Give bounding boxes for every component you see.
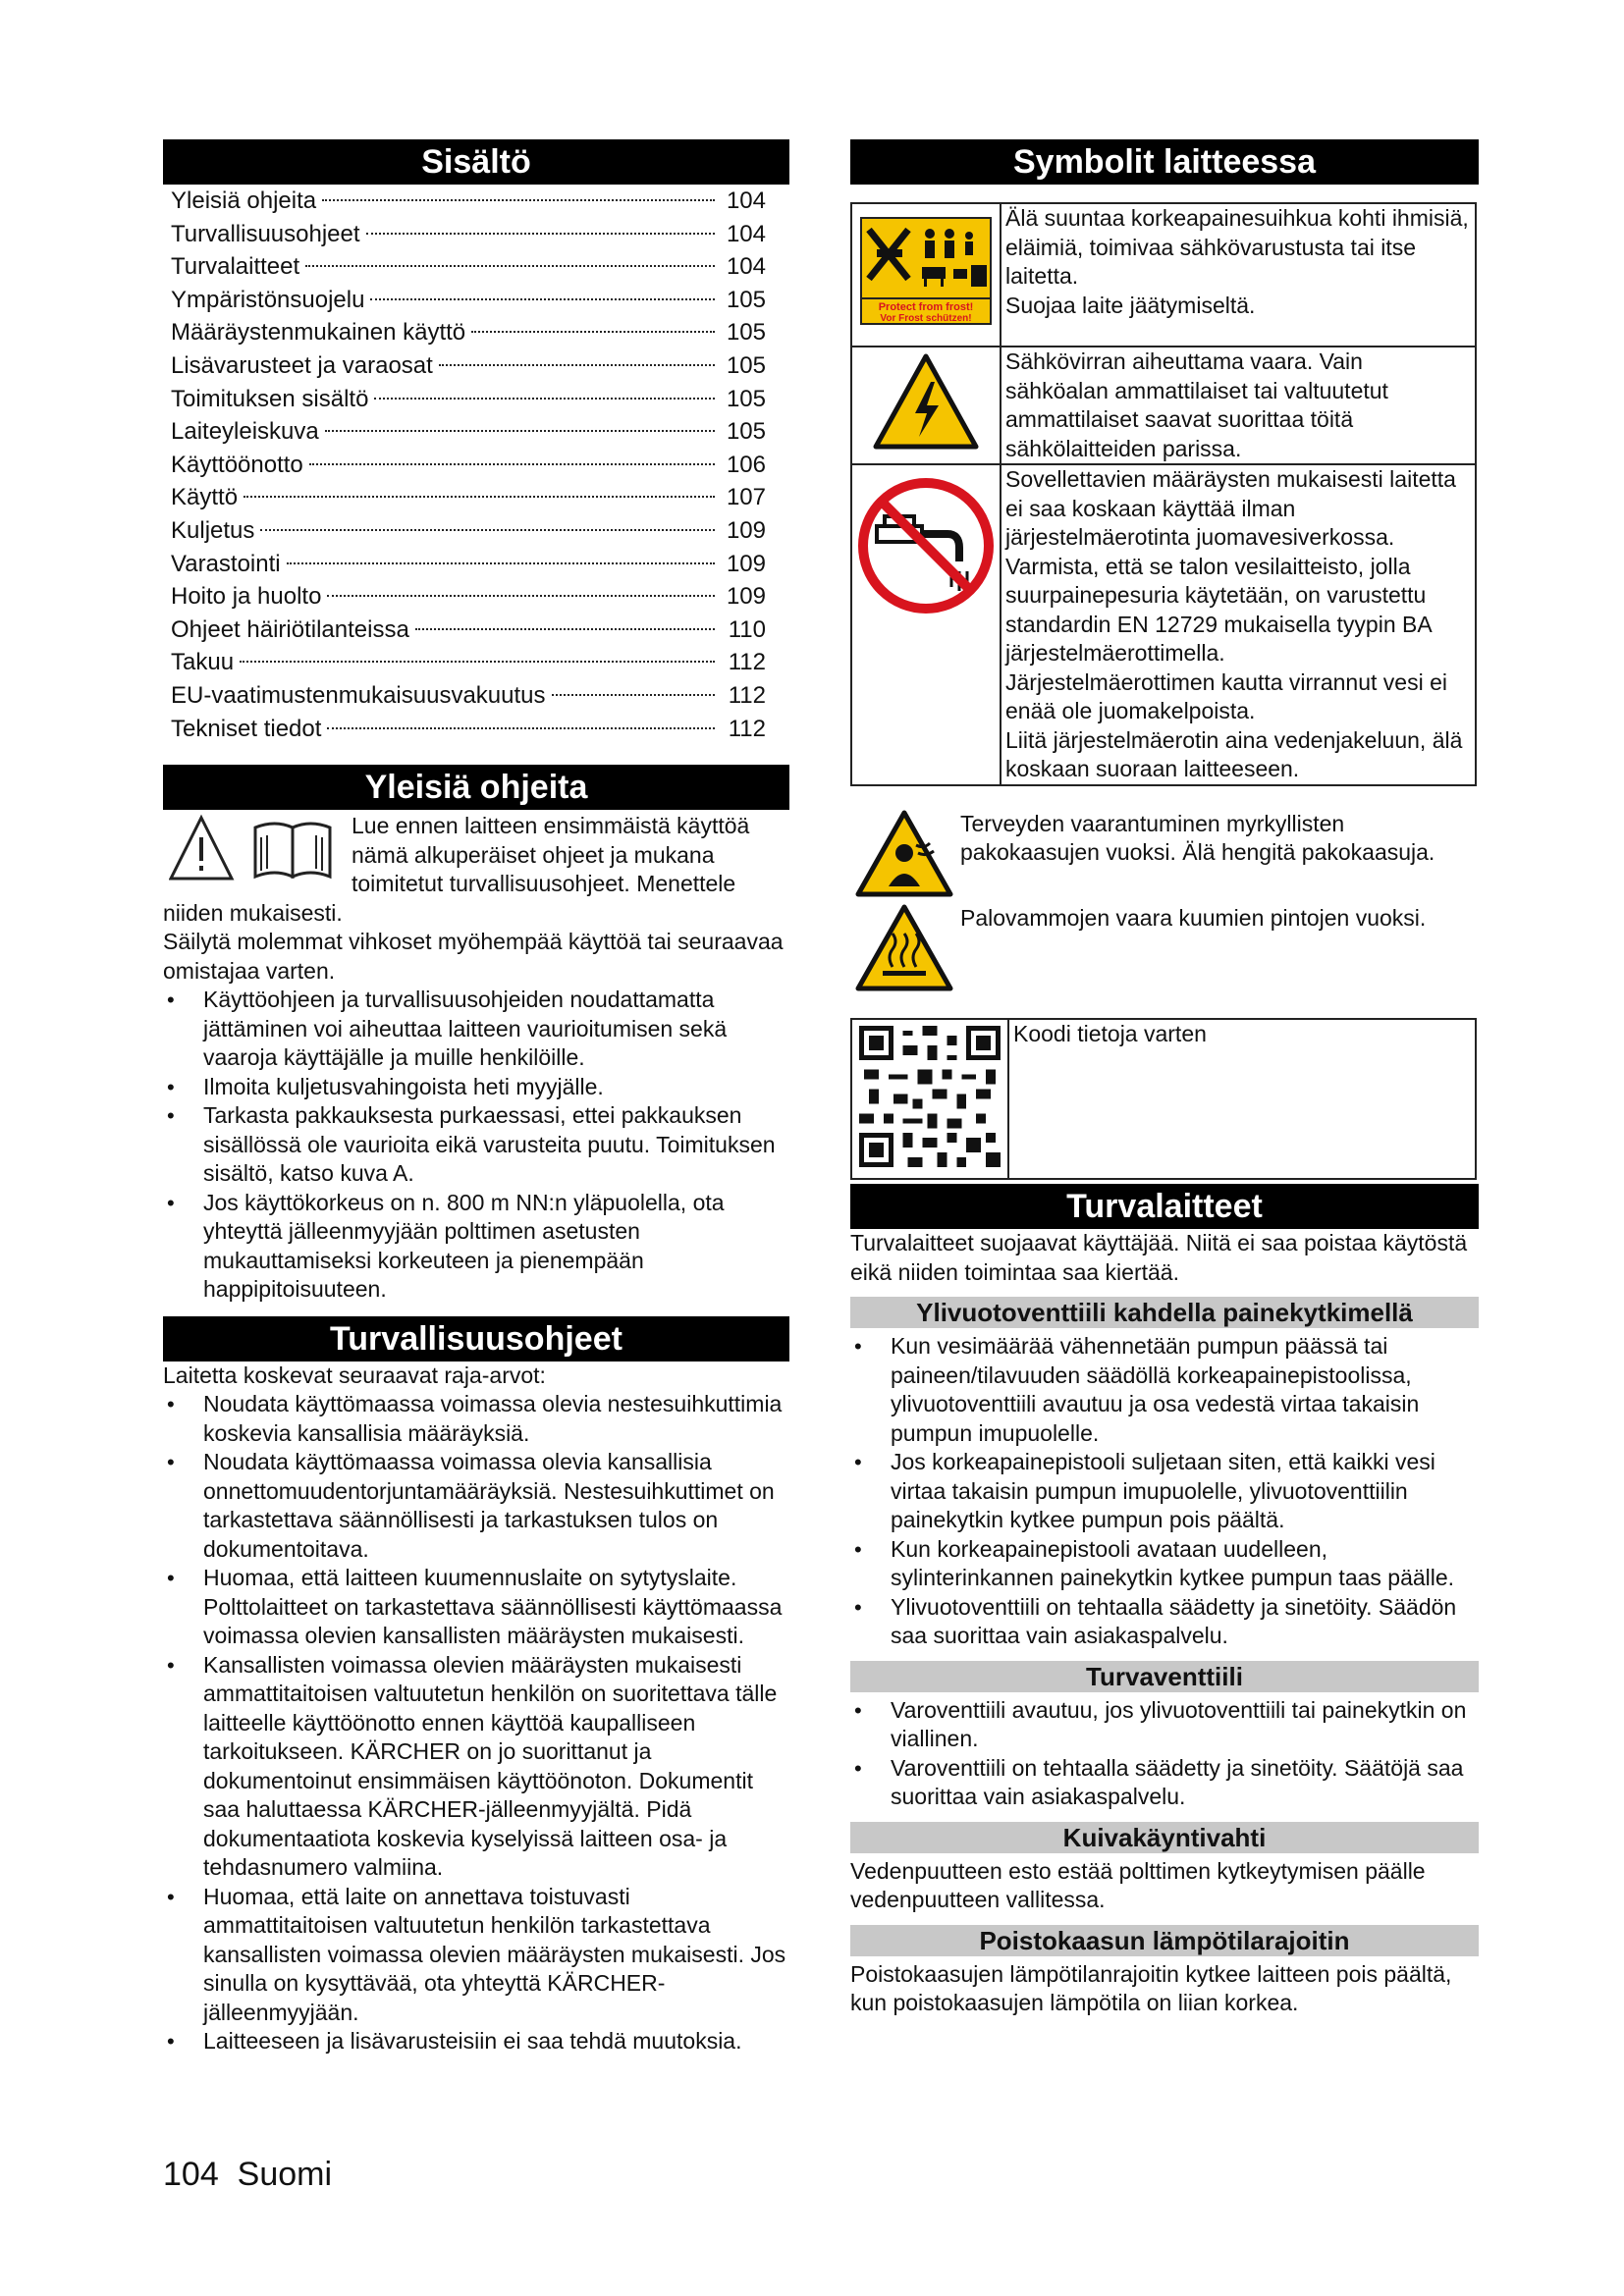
toc-entry[interactable] xyxy=(163,349,789,383)
exhaust-limiter-text: Poistokaasujen lämpötilanrajoitin kytkee laitteen pois päältä, kun poistokaasujen lämpötila on liian korkea. xyxy=(850,1960,1452,2015)
safety-valve-bullet-list xyxy=(850,1696,1479,1812)
toc-entry[interactable] xyxy=(163,514,789,548)
toc-page: 109 xyxy=(726,516,766,544)
toc-page: 106 xyxy=(726,451,766,478)
toc-label: Varastointi xyxy=(171,550,281,577)
warning-text: Palovammojen vaara kuumien pintojen vuoksi. xyxy=(960,904,1427,931)
toc-entry[interactable] xyxy=(163,580,789,614)
toc-label: Yleisiä ohjeita xyxy=(171,187,317,214)
list-item: • Noudata käyttömaassa voimassa olevia kansallisia onnettomuudentorjuntamääräyksiä. Nestesuihkuttimet on tarkastettava säännöllisesti ja tarkastuksen tulos on dokumentoitava. xyxy=(163,1448,789,1564)
symbol-text: Sähkövirran aiheuttama vaara. Vain sähköalan ammattilaiset tai valtuutetut ammattilaiset saavat suorittaa töitä sähkölaitteiden parissa. xyxy=(1005,348,1388,461)
page-number: 104 xyxy=(163,2156,219,2193)
toc-label: Käyttöönotto xyxy=(171,451,303,478)
list-item: • Käyttöohjeen ja turvallisuusohjeiden noudattamatta jättäminen voi aiheuttaa laitteen vaurioitumisen sekä vaaroja käyttäjälle ja muille henkilöille. xyxy=(163,986,789,1073)
warning-row xyxy=(850,904,1479,992)
right-column xyxy=(850,139,1479,2018)
list-item: • Jos korkeapainepistooli suljetaan siten, että kaikki vesi virtaa takaisin pumpun imupuolelle, ylivuotoventtiilin painekytkin kytkee pumpun pois päältä. xyxy=(850,1448,1479,1535)
toc-page: 109 xyxy=(726,583,766,611)
toc-label: Turvallisuusohjeet xyxy=(171,220,360,247)
toc-page: 107 xyxy=(726,484,766,511)
qr-code-icon xyxy=(859,1024,1001,1169)
toc-label: Kuljetus xyxy=(171,516,255,544)
toc-entry[interactable] xyxy=(163,415,789,449)
table-of-contents xyxy=(163,185,789,745)
left-column xyxy=(163,139,789,2056)
toc-page: 105 xyxy=(726,418,766,446)
overflow-valve-bullet-list xyxy=(850,1332,1479,1651)
toc-page: 104 xyxy=(726,187,766,214)
toc-page: 104 xyxy=(726,253,766,281)
list-item: • Laitteeseen ja lisävarusteisiin ei saa tehdä muutoksia. xyxy=(163,2027,789,2056)
warning-row xyxy=(850,810,1479,898)
table-row xyxy=(851,464,1476,785)
dry-run-text: Vedenpuutteen esto estää polttimen kytkeytymisen päälle vedenpuutteen vallitessa. xyxy=(850,1857,1426,1912)
table-row xyxy=(851,1019,1476,1180)
toc-entry[interactable] xyxy=(163,284,789,317)
symbol-text: Sovellettavien määräysten mukaisesti laitetta ei saa koskaan käyttää ilman järjestelmäerotinta juomavesiverkossa. Varmista, että se talon vesilaitteisto, jolla suurpainepesuria käytetään, on varustettu standardin EN 12729 mukaisella tyypin BA järjestelmäerottimella. xyxy=(1005,466,1456,666)
toc-label: Lisävarusteet ja varaosat xyxy=(171,351,433,379)
symbols-heading: Symbolit laitteessa xyxy=(850,139,1479,185)
toc-label: Laiteyleiskuva xyxy=(171,418,319,446)
hot-surface-icon xyxy=(855,904,953,992)
overflow-valve-subheading: Ylivuotoventtiili kahdella painekytkimellä xyxy=(850,1297,1479,1328)
symbols-table xyxy=(850,202,1477,786)
toc-label: Määräystenmukainen käyttö xyxy=(171,319,466,347)
toc-entry[interactable] xyxy=(163,614,789,647)
list-item: • Ylivuotoventtiili on tehtaalla säädetty ja sinetöity. Säädön saa suorittaa vain asiakaspalvelu. xyxy=(850,1593,1479,1651)
general-heading: Yleisiä ohjeita xyxy=(163,765,789,810)
safety-bullet-list xyxy=(163,1390,789,2056)
list-item: • Varoventtiili avautuu, jos ylivuotoventtiili tai painekytkin on viallinen. xyxy=(850,1696,1479,1754)
list-item: • Kun korkeapainepistooli avataan uudelleen, sylinterinkannen painekytkin kytkee pumpun taas päälle. xyxy=(850,1535,1479,1593)
toc-entry[interactable] xyxy=(163,185,789,218)
footer-language: Suomi xyxy=(237,2156,333,2193)
list-item: • Ilmoita kuljetusvahingoista heti myyjälle. xyxy=(163,1073,789,1102)
warning-read-manual-icon xyxy=(169,814,344,882)
toc-entry[interactable] xyxy=(163,646,789,679)
toc-page: 112 xyxy=(728,715,766,742)
toc-entry[interactable] xyxy=(163,449,789,482)
dry-run-subheading: Kuivakäyntivahti xyxy=(850,1822,1479,1853)
table-row xyxy=(851,347,1476,464)
list-item: • Varoventtiili on tehtaalla säädetty ja sinetöity. Säätöjä saa suorittaa vain asiakaspalvelu. xyxy=(850,1754,1479,1812)
toc-label: Turvalaitteet xyxy=(171,253,300,281)
toc-page: 112 xyxy=(728,649,766,676)
toc-label: Ohjeet häiriötilanteissa xyxy=(171,615,409,643)
toc-label: EU-vaatimustenmukaisuusvakuutus xyxy=(171,681,546,709)
general-bullet-list xyxy=(163,986,789,1305)
sign-text-line1: Protect from frost! xyxy=(878,301,974,314)
toc-entry[interactable] xyxy=(163,316,789,349)
toc-label: Toimituksen sisältö xyxy=(171,385,369,412)
list-item: • Huomaa, että laite on annettava toistuvasti ammattitaitoisen valtuutetun henkilön tarkastettava kansallisten voimassa olevien määräysten mukaisesti. Jos sinulla on kysyttävää, ota yhteyttä KÄRCHER-jälleenmyyjään. xyxy=(163,1883,789,2028)
toc-page: 105 xyxy=(726,385,766,412)
toc-label: Tekniset tiedot xyxy=(171,715,322,742)
general-intro-text: Lue ennen laitteen ensimmäistä käyttöä nämä alkuperäiset ohjeet ja mukana toimitetut turvallisuusohjeet. Menettele niiden mukaisesti. xyxy=(163,813,750,926)
toc-page: 105 xyxy=(726,351,766,379)
symbol-text: Suojaa laite jäätymiseltä. xyxy=(1005,292,1256,318)
general-intro xyxy=(163,812,789,928)
toc-page: 109 xyxy=(726,550,766,577)
symbol-text: Älä suuntaa korkeapainesuihkua kohti ihmisiä, eläimiä, toimivaa sähkövarustusta tai itse laitetta. xyxy=(1005,205,1469,289)
toc-page: 105 xyxy=(726,319,766,347)
toc-label: Käyttö xyxy=(171,484,239,511)
safety-devices-heading: Turvalaitteet xyxy=(850,1184,1479,1229)
toc-label: Ympäristönsuojelu xyxy=(171,286,365,313)
toc-label: Hoito ja huolto xyxy=(171,583,322,611)
symbol-text: Liitä järjestelmäerotin aina vedenjakeluun, älä koskaan suoraan laitteeseen. xyxy=(1005,726,1463,781)
toc-entry[interactable] xyxy=(163,713,789,746)
page-footer xyxy=(163,2156,332,2194)
general-keep-text: Säilytä molemmat vihkoset myöhempää käyttöä tai seuraavaa omistajaa varten. xyxy=(163,929,784,984)
list-item: • Kansallisten voimassa olevien määräysten mukaisesti ammattitaitoisen valtuutetun henkilön on suoritettava tälle laitteelle käyttöönotto ennen käyttöä kaupalliseen tarkoitukseen. KÄRCHER on jo suorittanut ja dokumentoinut ensimmäisen käyttöönoton. Dokumentit saa haluttaessa KÄRCHER-jälleenmyyjältä. Pidä dokumentaatiota koskevia kyselyissä laitteen osa- ja tehdasnumero valmiina. xyxy=(163,1651,789,1883)
safety-intro-text: Laitetta koskevat seuraavat raja-arvot: xyxy=(163,1362,546,1388)
list-item: • Kun vesimäärää vähennetään pumpun päässä tai paineen/tilavuuden säädöllä korkeapainepistoolissa, ylivuotoventtiili avautuu ja osa vedestä virtaa takaisin pumpun imupuolelle. xyxy=(850,1332,1479,1448)
warnings-list xyxy=(850,810,1479,992)
toc-page: 104 xyxy=(726,220,766,247)
toc-entry[interactable] xyxy=(163,250,789,284)
safety-devices-intro-text: Turvalaitteet suojaavat käyttäjää. Niitä ei saa poistaa käytöstä eikä niiden toimintaa saa kiertää. xyxy=(850,1230,1468,1285)
list-item: • Huomaa, että laitteen kuumennuslaite on sytytyslaite. Polttolaitteet on tarkastettava säännöllisesti käyttömaassa voimassa olevien kansallisten määräysten mukaisesti. xyxy=(163,1564,789,1651)
toc-page: 105 xyxy=(726,286,766,313)
toc-heading: Sisältö xyxy=(163,139,789,185)
toc-label: Takuu xyxy=(171,649,235,676)
list-item: • Tarkasta pakkauksesta purkaessasi, ettei pakkauksen sisällössä ole vaurioita eikä varusteita puutu. Toimituksen sisältö, katso kuva A. xyxy=(163,1101,789,1189)
no-drinking-water-connection-icon xyxy=(857,477,995,614)
qr-text: Koodi tietoja varten xyxy=(1013,1020,1207,1046)
safety-heading: Turvallisuusohjeet xyxy=(163,1316,789,1362)
electric-hazard-icon xyxy=(872,352,980,451)
toc-entry[interactable] xyxy=(163,548,789,581)
toc-entry[interactable] xyxy=(163,679,789,713)
warning-text: Terveyden vaarantuminen myrkyllisten pakokaasujen vuoksi. Älä hengitä pakokaasuja. xyxy=(960,810,1435,865)
qr-table xyxy=(850,1018,1477,1181)
toc-page: 110 xyxy=(728,615,766,643)
toc-entry[interactable] xyxy=(163,218,789,251)
list-item: • Noudata käyttömaassa voimassa olevia nestesuihkuttimia koskevia kansallisia määräyksiä. xyxy=(163,1390,789,1448)
toc-entry[interactable] xyxy=(163,383,789,416)
symbol-text: Järjestelmäerottimen kautta virrannut vesi ei enää ole juomakelpoista. xyxy=(1005,668,1447,723)
toc-page: 112 xyxy=(728,681,766,709)
toc-entry[interactable] xyxy=(163,481,789,514)
safety-valve-subheading: Turvaventtiili xyxy=(850,1661,1479,1692)
toxic-exhaust-icon xyxy=(855,810,953,898)
high-pressure-warning-icon xyxy=(855,216,997,326)
list-item: • Jos käyttökorkeus on n. 800 m NN:n yläpuolella, ota yhteyttä jälleenmyyjään polttimen asetusten mukauttamiseksi korkeuteen ja pienempään happipitoisuuteen. xyxy=(163,1189,789,1305)
exhaust-limiter-subheading: Poistokaasun lämpötilarajoitin xyxy=(850,1925,1479,1956)
table-row xyxy=(851,203,1476,347)
sign-text-line2: Vor Frost schützen! xyxy=(880,313,972,325)
